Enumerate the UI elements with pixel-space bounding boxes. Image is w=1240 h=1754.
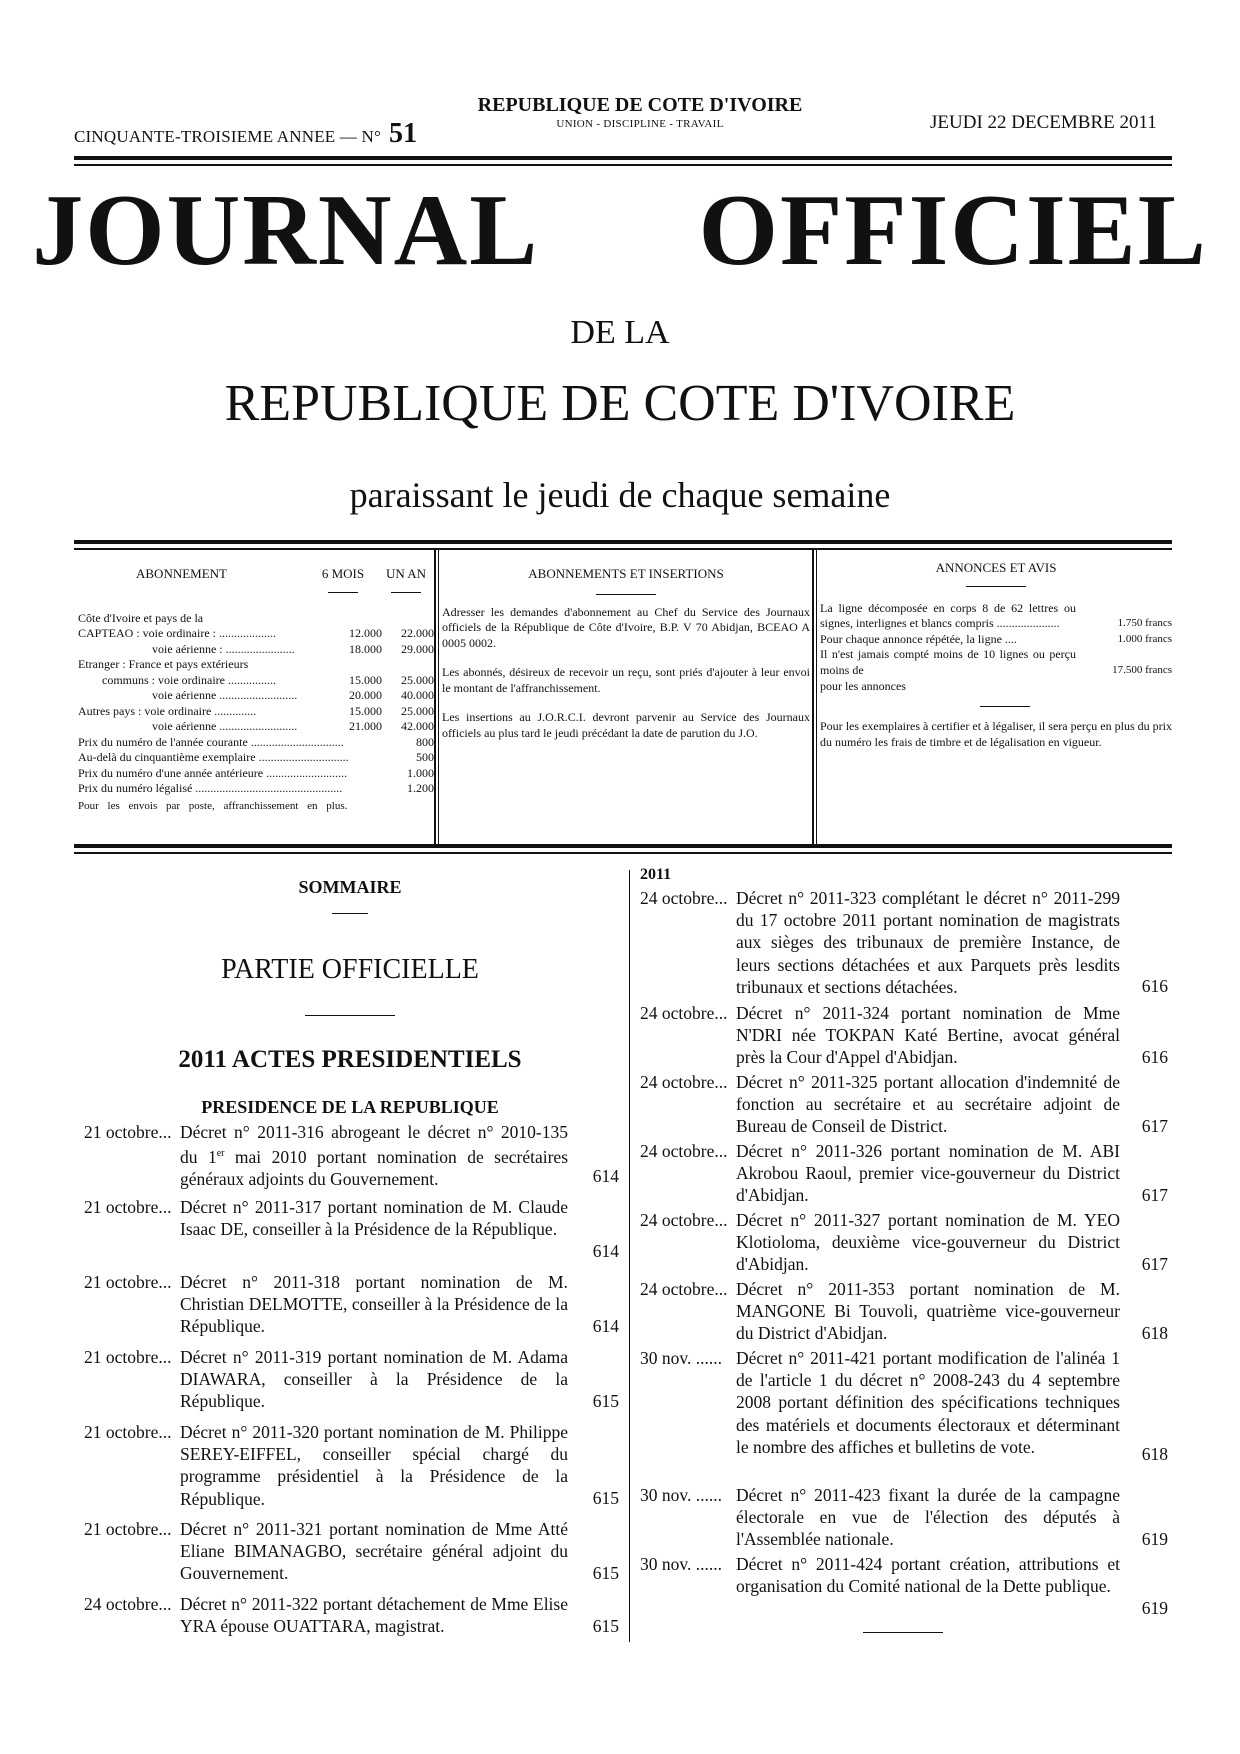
presidence-heading: PRESIDENCE DE LA REPUBLIQUE xyxy=(201,1097,499,1117)
heading-underline xyxy=(966,586,1026,587)
insertions-paragraph: Les abonnés, désireux de recevoir un reçu, sont priés d'ajouter à leur envoi le montant de l'affranchissement. xyxy=(442,665,810,695)
masthead-de-la: DE LA xyxy=(570,314,670,351)
toc-entry[interactable]: 21 octobre... Décret n° 2011-320 portant nomination de M. Philippe SEREY-EIFFEL, conseiller spécial chargé du programme présidentiel à la Présidence de la République. 615 xyxy=(84,1422,619,1509)
toc-entry[interactable]: 21 octobre... Décret n° 2011-317 portant nomination de M. Claude Isaac DE, conseiller à la Présidence de la République. 614 xyxy=(84,1197,619,1261)
partie-underline xyxy=(305,1015,395,1016)
insertions-paragraph: Les insertions au J.O.R.C.I. devront parvenir au Service des Journaux officiels au plus tard le jeudi précédant la date de parution du J.O. xyxy=(442,710,810,740)
box-top-rule-thick xyxy=(74,540,1172,544)
header-republic-block xyxy=(440,94,840,130)
toc-entry[interactable]: 24 octobre... Décret n° 2011-323 complétant le décret n° 2011-299 du 17 octobre 2011 portant nomination de magistrats aux sièges des tribunaux de première Instance, de leurs sections détachées et aux Parquets près lesdits tribunaux et sections détachées. 616 xyxy=(640,888,1168,997)
sommaire-underline xyxy=(332,913,368,914)
heading-underline xyxy=(596,594,656,595)
annonce-minimum-tail: pour les annonces xyxy=(820,678,906,693)
rate-row: voie aérienne .......................... 21.000 42.000 xyxy=(152,719,434,733)
rate-row: Côte d'Ivoire et pays de la xyxy=(78,610,204,625)
box-divider-2b xyxy=(816,550,817,844)
insertions-paragraph: Adresser les demandes d'abonnement au Chef du Service des Journaux officiels de la République de Côte d'Ivoire, B.P. V 70 Abidjan, BCEAO A 0005 0002. xyxy=(442,604,810,650)
price-row: Prix du numéro de l'année courante ............................... 800 xyxy=(78,734,434,749)
legalisation-note: Pour les exemplaires à certifier et à légaliser, il sera perçu en plus du prix du numéro les frais de timbre et de légalisation en vigueur. xyxy=(820,719,1172,749)
col-un-an: UN AN xyxy=(385,566,427,581)
annonce-rate-row: Pour chaque annonce répétée, la ligne .... 1.000 francs xyxy=(820,631,1172,646)
toc-entry[interactable]: 21 octobre... Décret n° 2011-321 portant nomination de Mme Atté Eliane BIMANAGBO, secrétaire général adjoint du Gouvernement. 615 xyxy=(84,1519,619,1584)
price-row: Au-delà du cinquantième exemplaire .............................. 500 xyxy=(78,750,434,764)
toc-entry[interactable]: 24 octobre... Décret n° 2011-325 portant allocation d'indemnité de fonction au secrétaire et au secrétaire adjoint de Bureau de Conseil de District. 617 xyxy=(640,1072,1168,1137)
toc-entry[interactable]: 21 octobre... Décret n° 2011-319 portant nomination de M. Adama DIAWARA, conseiller à la Présidence de la République. 615 xyxy=(84,1347,619,1412)
header-rule-thick xyxy=(74,156,1172,160)
box-bottom-rule-thick xyxy=(74,844,1172,848)
box-divider-1a xyxy=(434,550,436,844)
toc-entry[interactable]: 30 nov. ...... Décret n° 2011-421 portant modification de l'alinéa 1 de l'article 1 du décret n° 2008-243 du 4 septembre 2008 portant définition des spécifications techniques des matériels et documents électoraux et déterminant le nombre des affiches et bulletins de vote. 618 xyxy=(640,1348,1168,1464)
annonce-rate-row: Il n'est jamais compté moins de 10 lignes ou perçu moins de 17.500 francs xyxy=(820,647,1172,677)
annonces-heading: ANNONCES ET AVIS xyxy=(935,560,1057,575)
rate-row: communs : voie ordinaire ................ 15.000 25.000 xyxy=(102,672,434,687)
rate-row: CAPTEAO : voie ordinaire : ................... 12.000 22.000 xyxy=(78,626,434,640)
publication-frequency: paraissant le jeudi de chaque semaine xyxy=(349,475,891,515)
box-top-rule-thin xyxy=(74,548,1172,550)
box-divider-2a xyxy=(812,550,814,844)
right-year: 2011 xyxy=(640,866,672,883)
subscriptions-and-insertions xyxy=(442,566,810,840)
sommaire-heading: SOMMAIRE xyxy=(298,877,402,897)
box-bottom-rule-thin xyxy=(74,852,1172,854)
subscription-rates xyxy=(78,566,434,840)
actes-presidentiels: 2011 ACTES PRESIDENTIELS xyxy=(178,1046,522,1073)
journal-title: JOURNAL OFFICIEL xyxy=(32,174,1208,287)
header-motto: UNION - DISCIPLINE - TRAVAIL xyxy=(556,118,724,130)
toc-entry[interactable]: 24 octobre... Décret n° 2011-327 portant nomination de M. YEO Klotioloma, deuxième vice-gouverneur du District d'Abidjan. 617 xyxy=(640,1210,1168,1275)
annonce-rate-row: La ligne décomposée en corps 8 de 62 lettres ou signes, interlignes et blancs compris ..................... 1.750 francs xyxy=(820,600,1172,630)
announcements-rates xyxy=(820,560,1172,840)
end-rule xyxy=(863,1632,943,1633)
separator xyxy=(980,706,1030,707)
issue-number: 51 xyxy=(388,118,418,149)
toc-entry[interactable]: 24 octobre... Décret n° 2011-353 portant nomination de M. MANGONE Bi Touvoli, quatrième vice-gouverneur du District d'Abidjan. 618 xyxy=(640,1279,1168,1344)
abonnement-heading: ABONNEMENT xyxy=(136,566,227,581)
year-label: CINQUANTE-TROISIEME ANNEE — N° xyxy=(74,127,381,146)
toc-entry[interactable]: 21 octobre... Décret n° 2011-316 abrogeant le décret n° 2010-135 du 1er mai 2010 portant nomination de secrétaires généraux adjoints du Gouvernement. 614 xyxy=(84,1122,619,1190)
toc-entry[interactable]: 24 octobre... Décret n° 2011-326 portant nomination de M. ABI Akrobou Raoul, premier vice-gouverneur du District d'Abidjan. 617 xyxy=(640,1141,1168,1206)
column-divider xyxy=(629,870,630,1642)
postage-note: Pour les envois par poste, affranchissement en plus. xyxy=(78,799,348,812)
box-divider-1b xyxy=(438,550,439,844)
entry-description: Décret n° 2011-316 abrogeant le décret n° 2010-135 du 1er mai 2010 portant nomination de secrétaires généraux adjoints du Gouvernement. xyxy=(180,1122,569,1190)
toc-entry[interactable]: 24 octobre... Décret n° 2011-322 portant détachement de Mme Elise YRA épouse OUATTARA, magistrat. 615 xyxy=(84,1594,619,1637)
price-row: Prix du numéro d'une année antérieure ........................... 1.000 xyxy=(78,765,434,780)
rate-row: Etranger : France et pays extérieurs xyxy=(78,657,249,671)
insertions-heading: ABONNEMENTS ET INSERTIONS xyxy=(528,566,724,581)
toc-entry[interactable]: 30 nov. ...... Décret n° 2011-424 portant création, attributions et organisation du Comité national de la Dette publique. 619 xyxy=(640,1554,1168,1618)
issue-date: JEUDI 22 DECEMBRE 2011 xyxy=(930,112,1157,133)
year-issue-line xyxy=(74,118,417,150)
header-republic: REPUBLIQUE DE COTE D'IVOIRE xyxy=(477,94,803,116)
col-6-mois: 6 MOIS xyxy=(321,566,365,581)
rate-row: voie aérienne .......................... 20.000 40.000 xyxy=(152,688,434,702)
rate-row: Autres pays : voie ordinaire .............. 15.000 25.000 xyxy=(78,703,434,718)
toc-entry[interactable]: 21 octobre... Décret n° 2011-318 portant nomination de M. Christian DELMOTTE, conseiller à la Présidence de la République. 614 xyxy=(84,1272,619,1337)
toc-entry[interactable]: 24 octobre... Décret n° 2011-324 portant nomination de Mme N'DRI née TOKPAN Katé Bertine, avocat général près la Cour d'Appel d'Abidjan. 616 xyxy=(640,1003,1168,1068)
toc-entry[interactable]: 30 nov. ...... Décret n° 2011-423 fixant la durée de la campagne électorale en vue de l'élection des députés à l'Assemblée nationale. 619 xyxy=(640,1485,1168,1550)
rate-row: voie aérienne : ....................... 18.000 29.000 xyxy=(152,641,434,656)
masthead-republic: REPUBLIQUE DE COTE D'IVOIRE xyxy=(224,375,1016,432)
partie-officielle: PARTIE OFFICIELLE xyxy=(221,954,479,985)
price-row: Prix du numéro légalisé ................................................. 1.200 xyxy=(78,781,434,795)
header-rule-thin xyxy=(74,164,1172,166)
